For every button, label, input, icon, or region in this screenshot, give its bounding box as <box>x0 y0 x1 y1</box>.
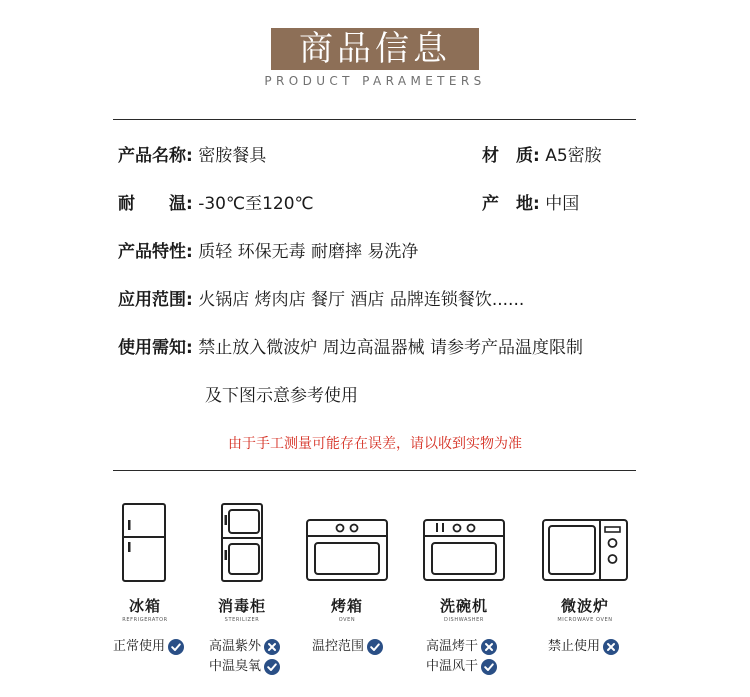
appliance-name: 冰箱 <box>128 597 161 615</box>
appliance-name: 微波炉 <box>560 597 609 615</box>
cross-icon <box>481 639 497 655</box>
status-dishwasher-mid <box>426 657 497 678</box>
param-temp-value: -30℃至120℃ <box>198 194 314 214</box>
param-origin-row <box>482 194 579 214</box>
param-notice-row <box>118 338 583 358</box>
page-title: 商品信息 <box>271 28 479 70</box>
check-icon <box>367 639 383 655</box>
dishwasher-icon <box>421 502 507 584</box>
appliance-microwave <box>540 502 630 623</box>
status-text: 高温紫外 <box>209 639 262 654</box>
status-sterilizer-mid <box>209 657 280 678</box>
param-scope-value: 火锅店 烤肉店 餐厅 酒店 品牌连锁餐饮...... <box>198 290 525 310</box>
status-text: 温控范围 <box>312 639 365 654</box>
status-sterilizer-high <box>209 637 280 658</box>
appliance-oven <box>302 502 392 623</box>
appliance-refrigerator <box>100 502 190 623</box>
status-text: 高温烤干 <box>426 639 479 654</box>
microwave-icon <box>540 502 630 584</box>
param-notice-value: 禁止放入微波炉 周边高温器械 请参考产品温度限制 <box>198 338 584 358</box>
check-icon <box>168 639 184 655</box>
cross-icon <box>603 639 619 655</box>
appliance-name: 消毒柜 <box>217 597 266 615</box>
param-material-label: 材 质: <box>482 146 540 166</box>
param-scope-label: 应用范围: <box>118 290 193 310</box>
param-feature-label: 产品特性: <box>118 242 193 262</box>
param-temp-label: 耐 温: <box>118 194 193 214</box>
param-notice-label: 使用需知: <box>118 338 193 358</box>
status-dishwasher-high <box>426 637 497 658</box>
status-oven <box>312 637 383 658</box>
appliance-name: 烤箱 <box>330 597 363 615</box>
param-temp-row <box>118 194 314 214</box>
param-feature-value: 质轻 环保无毒 耐磨摔 易洗净 <box>198 242 419 262</box>
param-material-value: A5密胺 <box>545 146 602 166</box>
status-text: 中温臭氧 <box>209 659 262 674</box>
param-name-label: 产品名称: <box>118 146 193 166</box>
appliance-en-name: STERILIZER <box>224 617 260 623</box>
appliance-en-name: DISHWASHER <box>444 617 484 623</box>
appliance-dishwasher <box>419 502 509 623</box>
appliance-en-name: REFRIGERATOR <box>122 617 168 623</box>
status-microwave <box>548 637 619 658</box>
appliance-en-name: MICROWAVE OVEN <box>557 617 613 623</box>
check-icon <box>481 659 497 675</box>
status-text: 禁止使用 <box>548 639 601 654</box>
cross-icon <box>264 639 280 655</box>
param-name-row <box>118 146 266 166</box>
measurement-disclaimer: 由于手工测量可能存在误差，请以收到实物为准 <box>228 436 522 452</box>
appliance-en-name: OVEN <box>338 617 356 623</box>
param-origin-value: 中国 <box>545 194 580 214</box>
appliance-sterilizer <box>197 502 287 623</box>
status-text: 正常使用 <box>113 639 166 654</box>
sterilizer-icon <box>219 502 265 584</box>
param-feature-row <box>118 242 418 262</box>
bottom-divider <box>113 470 636 471</box>
param-origin-label: 产 地: <box>482 194 540 214</box>
param-notice-continued: 及下图示意参考使用 <box>205 386 358 406</box>
check-icon <box>264 659 280 675</box>
top-divider <box>113 119 636 120</box>
refrigerator-icon <box>120 502 170 584</box>
page-subtitle: PRODUCT PARAMETERS <box>264 74 486 88</box>
param-scope-row <box>118 290 524 310</box>
status-text: 中温风干 <box>426 659 479 674</box>
param-name-value: 密胺餐具 <box>198 146 267 166</box>
appliance-name: 洗碗机 <box>439 597 488 615</box>
oven-icon <box>304 502 390 584</box>
param-material-row <box>482 146 602 166</box>
status-refrigerator <box>113 637 184 658</box>
